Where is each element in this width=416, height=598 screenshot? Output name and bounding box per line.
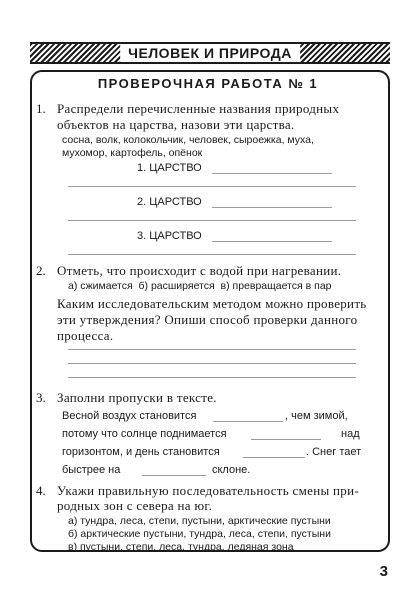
q3-text: Заполни пропуски в тексте. — [57, 390, 217, 405]
q4-option-c[interactable]: в) пустыни, степи, леса, тундра, ледяная зона — [68, 541, 294, 553]
q3-line3-start: горизонтом, и день становится — [62, 446, 220, 458]
q3-line1-start: Весной воздух становится — [62, 410, 197, 422]
section-title: ЧЕЛОВЕК И ПРИРОДА — [120, 44, 300, 62]
q4-text-line1: Укажи правильную последовательность смены при- — [57, 483, 359, 498]
q4-option-b[interactable]: б) арктические пустыни, тундра, леса, степи, пустыни — [68, 528, 331, 540]
q3-line1-end: , чем зимой, — [285, 410, 348, 422]
q3-blank-2[interactable] — [251, 439, 321, 440]
q2-follow-line2: эти утверждения? Опиши способ проверки данного — [57, 312, 358, 327]
q1-kingdom-1-label: 1. ЦАРСТВО — [137, 162, 202, 174]
q1-text-line2: объектов на царства, назови эти царства. — [57, 117, 295, 132]
q1-kingdom-1-answer-line[interactable] — [212, 173, 332, 174]
q3-blank-4[interactable] — [142, 475, 206, 476]
q3-line4-start: быстрее на — [62, 464, 121, 476]
q3-number: 3. — [36, 390, 46, 405]
q2-answer-line-2[interactable] — [68, 363, 356, 364]
q2-answer-line-1[interactable] — [68, 349, 356, 350]
q3-line4-end: склоне. — [212, 464, 251, 476]
worksheet-title: ПРОВЕРОЧНАЯ РАБОТА № 1 — [97, 76, 319, 91]
q1-kingdom-3-members-line[interactable] — [68, 254, 356, 255]
q1-number: 1. — [36, 101, 46, 116]
q1-text-line1: Распредели перечисленные названия природных — [57, 101, 340, 116]
q1-words-line2: мухомор, картофель, опёнок — [62, 147, 203, 159]
q4-number: 4. — [36, 483, 46, 498]
q3-line2-end: над — [341, 428, 360, 440]
q3-blank-1[interactable] — [213, 421, 283, 422]
q1-kingdom-2-label: 2. ЦАРСТВО — [137, 196, 202, 208]
q2-follow-line3: процесса. — [57, 328, 114, 343]
q1-kingdom-3-answer-line[interactable] — [212, 241, 332, 242]
section-header-banner — [30, 42, 390, 64]
q2-text: Отметь, что происходит с водой при нагревании. — [57, 263, 342, 278]
q4-option-a[interactable]: а) тундра, леса, степи, пустыни, арктические пустыни — [68, 515, 331, 527]
q2-number: 2. — [36, 263, 46, 278]
q1-kingdom-2-members-line[interactable] — [68, 220, 356, 221]
q1-words-line1: сосна, волк, колокольчик, человек, сыроежка, муха, — [62, 134, 314, 146]
q2-options[interactable]: а) сжимается б) расширяется в) превращается в пар — [68, 280, 332, 292]
q3-line3-end: . Снег тает — [306, 446, 362, 458]
q3-line2-start: потому что солнце поднимается — [62, 428, 227, 440]
q1-kingdom-1-members-line[interactable] — [68, 186, 356, 187]
q4-text-line2: родных зон с севера на юг. — [57, 498, 213, 513]
q2-answer-line-3[interactable] — [68, 377, 356, 378]
q3-blank-3[interactable] — [243, 457, 305, 458]
q1-kingdom-2-answer-line[interactable] — [212, 207, 332, 208]
page-number: 3 — [379, 563, 388, 580]
q1-kingdom-3-label: 3. ЦАРСТВО — [137, 230, 202, 242]
q2-follow-line1: Каким исследовательским методом можно проверить — [57, 296, 367, 311]
